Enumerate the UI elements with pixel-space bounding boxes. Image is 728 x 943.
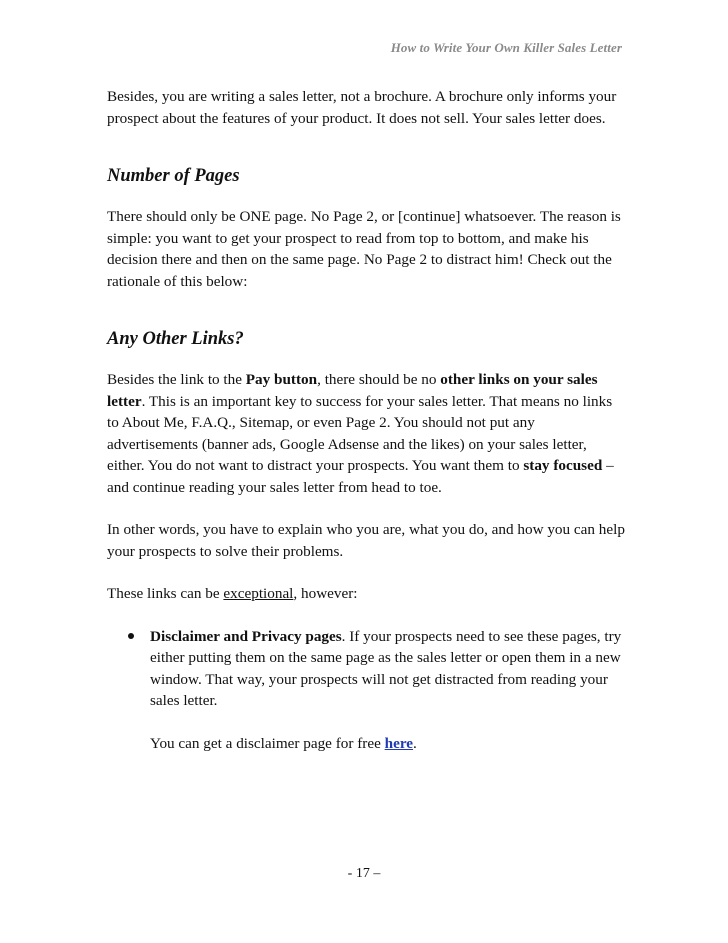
list-item-disclaimer — [150, 626, 627, 755]
exceptions-list — [107, 626, 627, 755]
number-of-pages-paragraph: There should only be ONE page. No Page 2, or [continue] whatsoever. The reason is simple: you want to get your prospect to read from top to bottom, and make his decision there and then on the same page. No Page 2 to distract him! Check out the rationale of this below: — [107, 208, 621, 290]
text-run: , however: — [293, 585, 358, 602]
section-heading-any-other-links: Any Other Links? — [107, 329, 244, 349]
exceptional-underlined: exceptional — [223, 585, 294, 602]
stay-focused-emphasis: stay focused — [523, 457, 603, 474]
other-links-emphasis: other links on your sales letter — [107, 371, 598, 410]
in-other-words-paragraph: In other words, you have to explain who you are, what you do, and how you can help your prospects to solve their problems. — [107, 521, 625, 560]
bullet-icon — [128, 633, 134, 639]
text-run: . — [413, 734, 417, 752]
disclaimer-emphasis: Disclaimer and Privacy pages — [150, 627, 342, 645]
intro-paragraph: Besides, you are writing a sales letter, not a brochure. A brochure only informs your prospect about the features of your product. It does not sell. Your sales letter does. — [107, 88, 617, 127]
disclaimer-here-link[interactable]: here — [384, 734, 414, 752]
disclaimer-bullet-text — [150, 626, 627, 712]
text-run: You can get a disclaimer page for free — [150, 734, 385, 752]
text-run: , there should be no — [317, 371, 441, 388]
text-run: . If your prospects need to see these pages, try either putting them on the same page as the sales letter or open them in a new window. That way, your prospects will not get distracted from reading your sales letter. — [150, 627, 622, 709]
page-content — [107, 86, 627, 754]
running-header: How to Write Your Own Killer Sales Letter — [390, 40, 622, 55]
section-heading-number-of-pages: Number of Pages — [107, 166, 240, 186]
text-run: Besides the link to the — [107, 371, 246, 388]
pay-button-emphasis: Pay button — [245, 371, 318, 388]
other-links-paragraph — [107, 369, 627, 498]
disclaimer-followup-text — [150, 733, 627, 755]
text-run: These links can be — [107, 585, 224, 602]
text-run: . This is an important key to success for your sales letter. That means no links to About Me, F.A.Q., Sitemap, or even Page 2. You should not put any advertisements (banner ads, Google Adsense and the likes) on your sales letter, either. You do not want to distract your prospects. You want them to — [107, 392, 613, 474]
page-number: - 17 – — [347, 866, 381, 881]
text-run: – and continue reading your sales letter from head to toe. — [107, 457, 614, 496]
exceptional-links-paragraph — [107, 583, 627, 605]
